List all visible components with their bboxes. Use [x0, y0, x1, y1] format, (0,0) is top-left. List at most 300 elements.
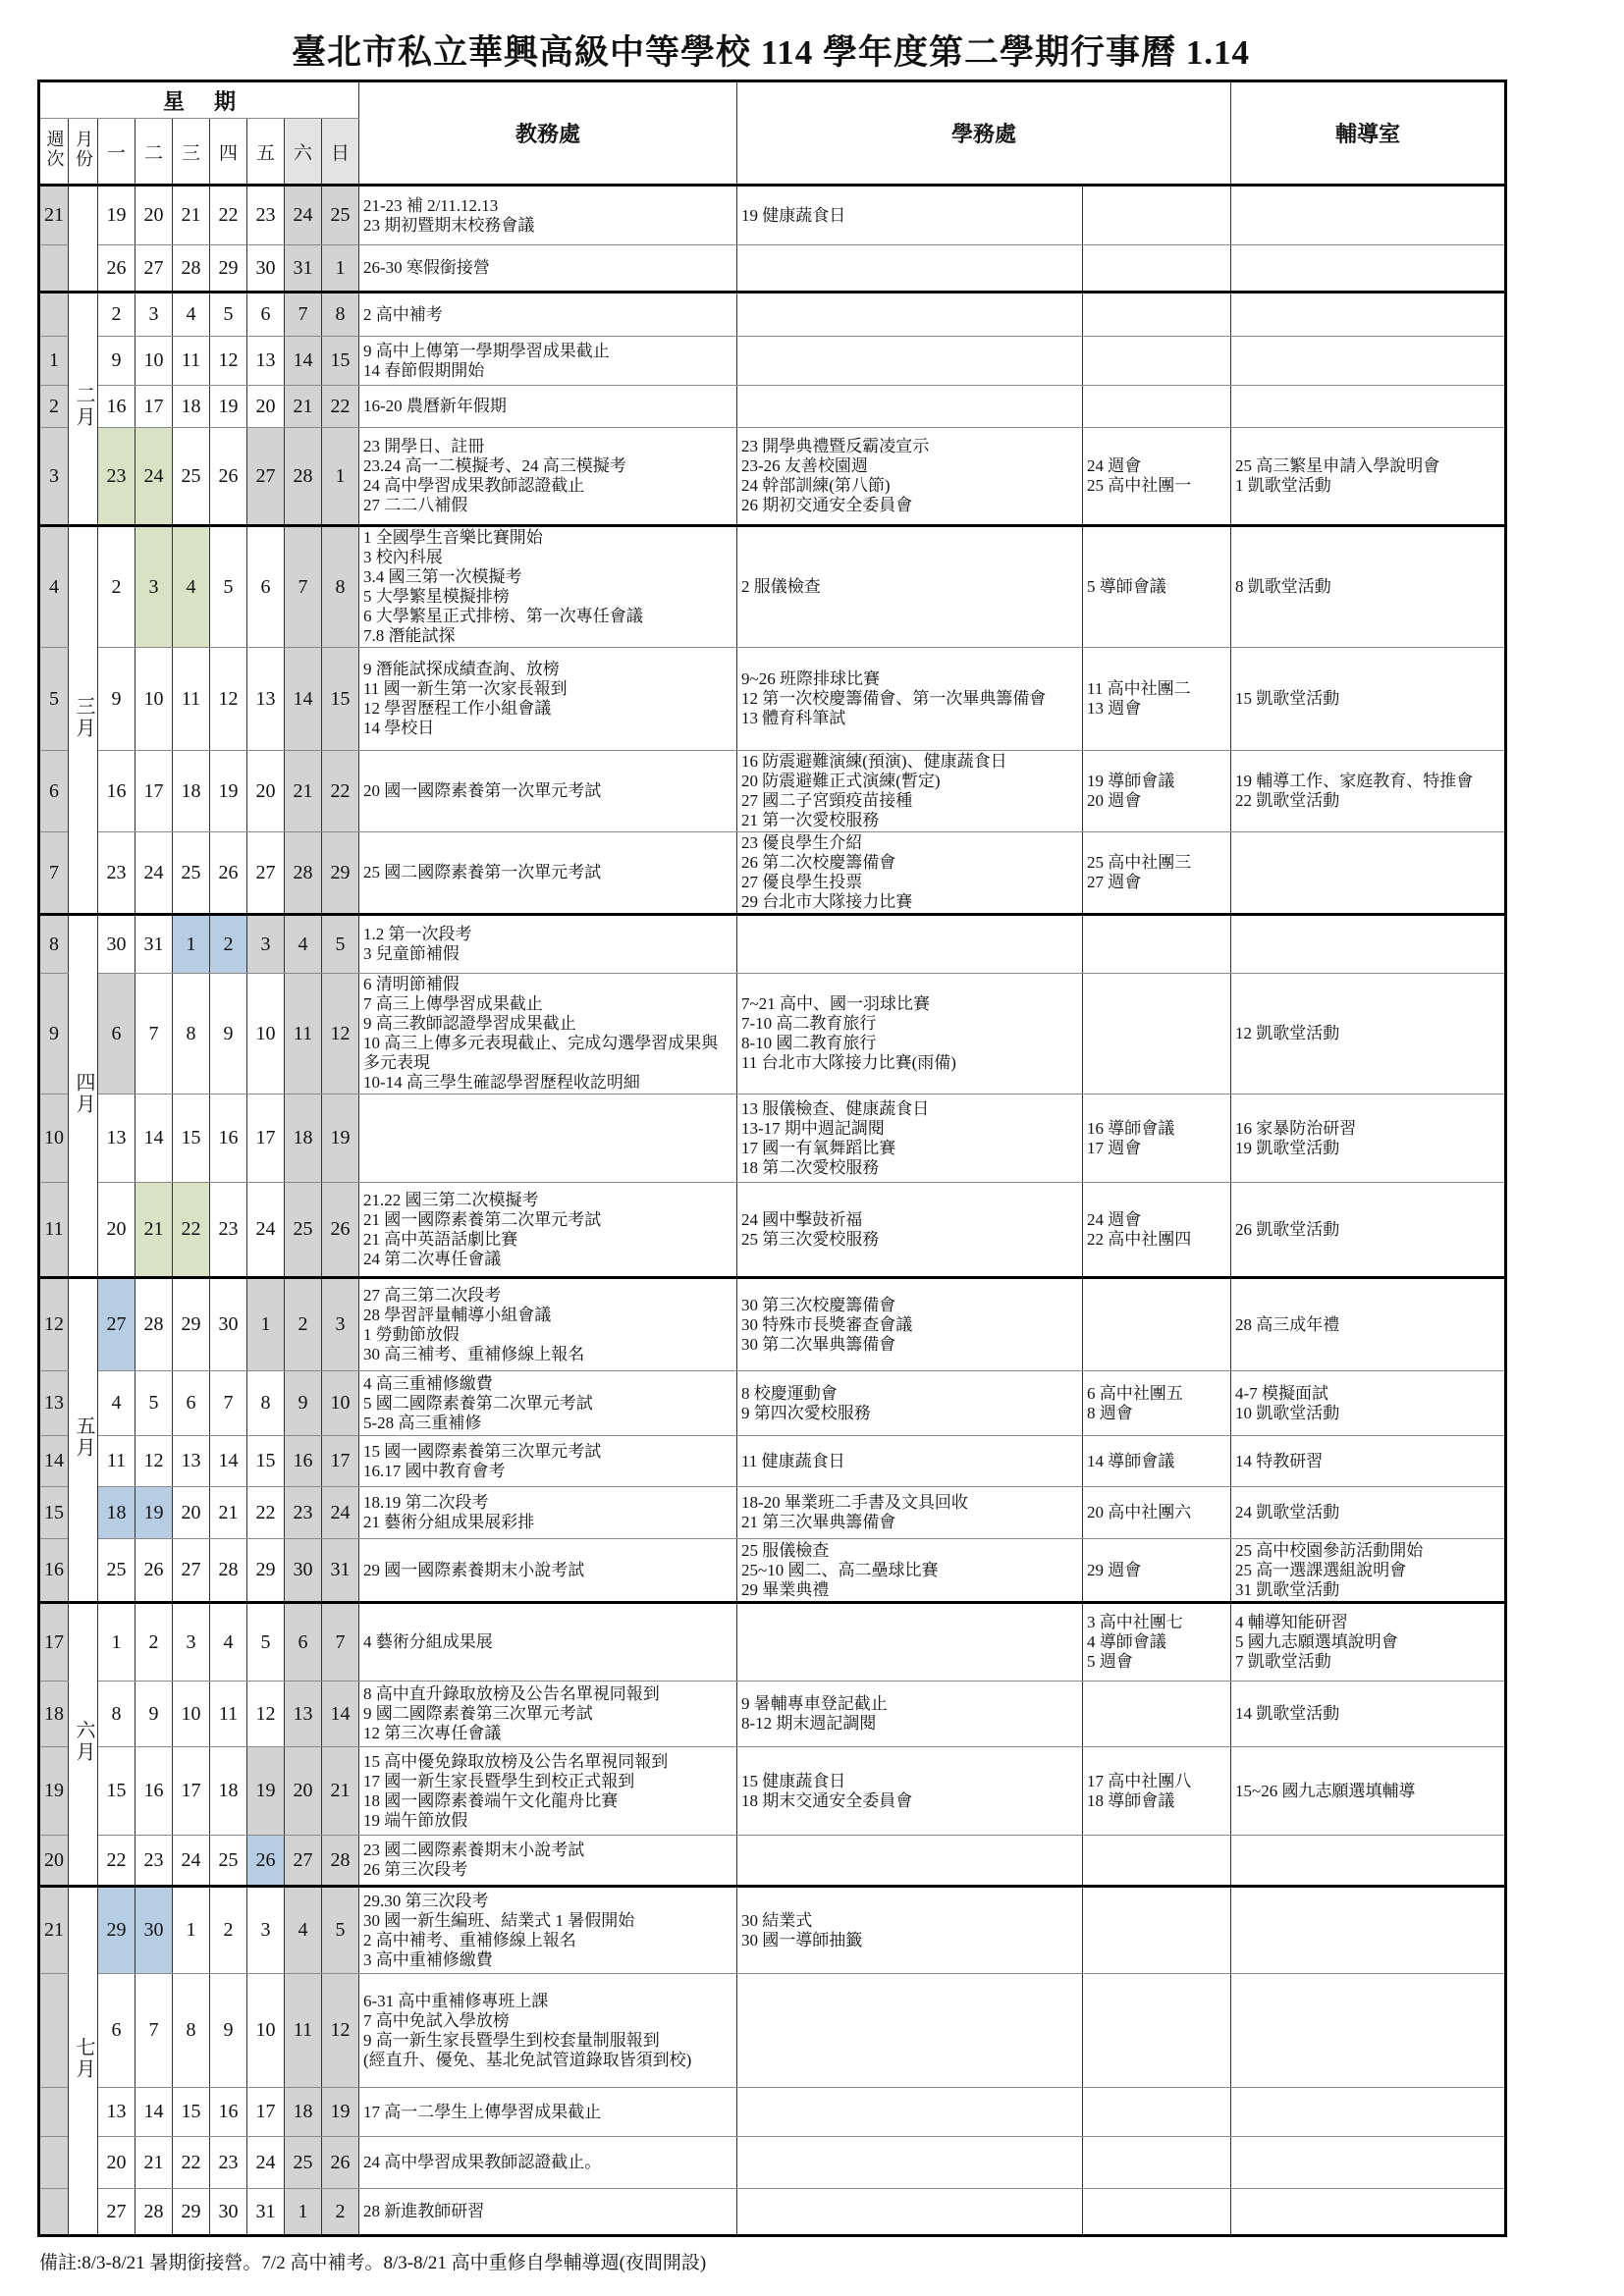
- day-cell: 22: [322, 386, 359, 428]
- calendar-week-row: [39, 1887, 1506, 1974]
- day-cell: 1: [247, 1278, 285, 1371]
- day-cell: 21: [173, 186, 210, 245]
- event-line: 11 健康蔬食日: [741, 1451, 845, 1470]
- event-line: 7 高中免試入學放榜: [363, 2010, 510, 2030]
- event-line: 15 國一國際素養第三次單元考試: [363, 1441, 602, 1461]
- day-cell: 23: [135, 1836, 173, 1887]
- day-cell: 22: [173, 1183, 210, 1278]
- day-cell: 10: [135, 337, 173, 386]
- day-cell: 15: [322, 337, 359, 386]
- event-line: 13 服儀檢查、健康蔬食日: [741, 1098, 930, 1118]
- event-line: 20 高中社團六: [1087, 1503, 1192, 1522]
- week-number-cell: 3: [39, 428, 69, 526]
- event-line: 11 高中社團二: [1087, 679, 1191, 698]
- day-cell: 11: [173, 337, 210, 386]
- counseling-office-cell: [1231, 2189, 1506, 2236]
- day-cell: 14: [135, 2088, 173, 2137]
- student-affairs-events-cell: [737, 2088, 1083, 2137]
- day-cell: 26: [322, 1183, 359, 1278]
- day-cell: 24: [173, 1836, 210, 1887]
- event-line: 5 週會: [1087, 1652, 1133, 1671]
- event-line: 26 第二次校慶籌備會: [741, 853, 896, 872]
- day-cell: 18: [173, 386, 210, 428]
- academic-office-cell: [359, 1371, 737, 1436]
- month-cell: 五月: [69, 1278, 98, 1603]
- event-line: 9 暑輔專車登記截止: [741, 1694, 888, 1713]
- day-cell: 28: [322, 1836, 359, 1887]
- weekday-sat-header: 六: [285, 119, 322, 186]
- academic-office-cell: [359, 1682, 737, 1747]
- student-affairs-events-cell: [737, 648, 1083, 751]
- day-cell: 2: [135, 1603, 173, 1682]
- event-line: 25 高中校園參訪活動開始: [1235, 1540, 1424, 1560]
- event-line: 4 輔導知能研習: [1235, 1613, 1348, 1631]
- event-line: 16 導師會議: [1087, 1118, 1175, 1138]
- week-number-cell: 6: [39, 751, 69, 832]
- counseling-office-cell: [1231, 751, 1506, 832]
- event-line: 30 特殊市長獎審查會議: [741, 1314, 913, 1334]
- day-cell: 30: [210, 1278, 247, 1371]
- student-affairs-events-cell: [737, 751, 1083, 832]
- day-cell: 14: [322, 1682, 359, 1747]
- day-cell: 27: [247, 428, 285, 526]
- week-number-cell: 4: [39, 526, 69, 648]
- event-line: 17 高中社團八: [1087, 1771, 1192, 1790]
- calendar-week-row: [39, 1278, 1506, 1371]
- day-cell: 4: [285, 915, 322, 974]
- event-line: 18 導師會議: [1087, 1790, 1175, 1810]
- event-line: 21 藝術分組成果展彩排: [363, 1513, 535, 1531]
- student-affairs-meetings-cell: [1083, 1836, 1231, 1887]
- student-affairs-meetings-cell: [1083, 337, 1231, 386]
- day-cell: 19: [210, 386, 247, 428]
- day-cell: 29: [98, 1887, 135, 1974]
- student-affairs-events-cell: [737, 1278, 1083, 1371]
- day-cell: 29: [173, 2189, 210, 2236]
- day-cell: 24: [247, 1183, 285, 1278]
- student-affairs-events-cell: [737, 1436, 1083, 1487]
- student-affairs-events-cell: [737, 1836, 1083, 1887]
- day-cell: 10: [247, 1974, 285, 2088]
- day-cell: 23: [285, 1487, 322, 1539]
- counseling-office-cell: [1231, 1436, 1506, 1487]
- student-affairs-meetings-cell: [1083, 751, 1231, 832]
- event-line: 27 優良學生投票: [741, 873, 863, 891]
- academic-office-cell: [359, 1887, 737, 1974]
- day-cell: 10: [173, 1682, 210, 1747]
- day-cell: 6: [247, 293, 285, 337]
- day-cell: 18: [210, 1747, 247, 1836]
- student-affairs-events-cell: [737, 428, 1083, 526]
- week-number-cell: 11: [39, 1183, 69, 1278]
- event-line: 6-31 高中重補修專班上課: [363, 1991, 549, 2010]
- event-line: 1 勞動節放假: [363, 1324, 460, 1344]
- day-cell: 22: [322, 751, 359, 832]
- student-affairs-meetings-cell: [1083, 1183, 1231, 1278]
- month-cell: 六月: [69, 1603, 98, 1887]
- calendar-week-row: [39, 1487, 1506, 1539]
- student-affairs-meetings-cell: [1083, 186, 1231, 245]
- day-cell: 16: [98, 386, 135, 428]
- event-line: 11 台北市大隊接力比賽(雨備): [741, 1053, 956, 1072]
- event-line: 18 國一國際素養端午文化龍舟比賽: [363, 1790, 619, 1810]
- event-line: 6 高中社團五: [1087, 1383, 1183, 1403]
- day-cell: 17: [322, 1436, 359, 1487]
- event-line: 18 第二次愛校服務: [741, 1157, 880, 1177]
- academic-office-cell: [359, 186, 737, 245]
- student-affairs-meetings-cell: [1083, 832, 1231, 915]
- academic-office-cell: [359, 974, 737, 1095]
- event-line: 13 體育科筆試: [741, 709, 846, 727]
- day-cell: 22: [173, 2137, 210, 2189]
- counseling-office-cell: [1231, 428, 1506, 526]
- calendar-week-row: [39, 1095, 1506, 1183]
- day-cell: 30: [285, 1539, 322, 1603]
- event-line: 23 開學典禮暨反霸凌宣示: [741, 437, 930, 455]
- event-line: 27 二二八補假: [363, 496, 468, 514]
- counseling-office-cell: [1231, 1278, 1506, 1371]
- day-cell: 5: [210, 526, 247, 648]
- weekday-fri-header: 五: [247, 119, 285, 186]
- day-cell: 15: [322, 648, 359, 751]
- week-number-cell: 17: [39, 1603, 69, 1682]
- event-line: 9 潛能試探成績查詢、放榜: [363, 660, 560, 678]
- event-line: 5 大學繁星模擬排榜: [363, 587, 510, 606]
- academic-office-cell: [359, 648, 737, 751]
- event-line: 2 服儀檢查: [741, 577, 821, 596]
- day-cell: 7: [135, 974, 173, 1095]
- event-line: 7 高三上傳學習成果截止: [363, 994, 543, 1013]
- event-line: 17 高一二學生上傳學習成果截止: [363, 2102, 602, 2121]
- day-cell: 21: [285, 386, 322, 428]
- day-cell: 16: [210, 2088, 247, 2137]
- event-line: 9 國二國際素養第三次單元考試: [363, 1704, 593, 1723]
- day-cell: 30: [98, 915, 135, 974]
- event-line: 8 高中直升錄取放榜及公告名單視同報到: [363, 1684, 660, 1703]
- event-line: 25 第三次愛校服務: [741, 1229, 880, 1249]
- day-cell: 4: [285, 1887, 322, 1974]
- event-line: 21.22 國三第二次模擬考: [363, 1190, 539, 1209]
- day-cell: 22: [98, 1836, 135, 1887]
- student-affairs-meetings-cell: [1083, 2088, 1231, 2137]
- day-cell: 18: [285, 2088, 322, 2137]
- student-affairs-meetings-cell: [1083, 974, 1231, 1095]
- counseling-office-cell: [1231, 526, 1506, 648]
- event-line: 4 導師會議: [1087, 1632, 1166, 1651]
- student-affairs-meetings-cell: [1083, 1682, 1231, 1747]
- day-cell: 20: [98, 1183, 135, 1278]
- counseling-office-cell: [1231, 2137, 1506, 2189]
- calendar-header: [39, 81, 1506, 186]
- day-cell: 11: [210, 1682, 247, 1747]
- student-affairs-events-cell: [737, 1095, 1083, 1183]
- calendar-week-row: [39, 751, 1506, 832]
- event-line: 29 台北市大隊接力比賽: [741, 892, 913, 911]
- event-line: 29 畢業典禮: [741, 1579, 830, 1599]
- student-affairs-events-cell: [737, 1747, 1083, 1836]
- academic-office-cell: [359, 1095, 737, 1183]
- week-number-cell: 16: [39, 1539, 69, 1603]
- day-cell: 27: [98, 1278, 135, 1371]
- counseling-office-header: 輔導室: [1231, 81, 1506, 186]
- student-affairs-events-cell: [737, 337, 1083, 386]
- day-cell: 14: [285, 337, 322, 386]
- event-line: 21-23 補 2/11.12.13: [363, 195, 499, 215]
- counseling-office-cell: [1231, 1603, 1506, 1682]
- event-line: 20 防震避難正式演練(暫定): [741, 772, 941, 790]
- day-cell: 11: [173, 648, 210, 751]
- day-cell: 21: [135, 2137, 173, 2189]
- event-line: 25 服儀檢查: [741, 1540, 830, 1560]
- event-line: 3 兒童節補假: [363, 944, 460, 963]
- event-line: 30 國一新生編班、結業式 1 暑假開始: [363, 1910, 635, 1930]
- academic-office-cell: [359, 2137, 737, 2189]
- event-line: 15 高中優免錄取放榜及公告名單視同報到: [363, 1751, 669, 1771]
- event-line: 25 國二國際素養第一次單元考試: [363, 863, 602, 881]
- student-affairs-events-cell: [737, 293, 1083, 337]
- day-cell: 27: [173, 1539, 210, 1603]
- counseling-office-cell: [1231, 1887, 1506, 1974]
- day-cell: 3: [135, 526, 173, 648]
- day-cell: 2: [322, 2189, 359, 2236]
- day-cell: 24: [135, 832, 173, 915]
- event-line: 2 高中補考、重補修線上報名: [363, 1930, 576, 1949]
- day-cell: 9: [98, 337, 135, 386]
- event-line: 5 國九志願選填說明會: [1235, 1632, 1398, 1651]
- calendar-week-row: [39, 1747, 1506, 1836]
- academic-office-cell: [359, 337, 737, 386]
- event-line: 30 高三補考、重補修線上報名: [363, 1344, 585, 1363]
- day-cell: 23: [247, 186, 285, 245]
- day-cell: 13: [247, 337, 285, 386]
- day-cell: 28: [285, 832, 322, 915]
- event-line: 16 家暴防治研習: [1235, 1118, 1357, 1138]
- day-cell: 24: [322, 1487, 359, 1539]
- day-cell: 20: [98, 2137, 135, 2189]
- calendar-week-row: [39, 526, 1506, 648]
- day-cell: 12: [210, 648, 247, 751]
- week-number-cell: [39, 2088, 69, 2137]
- weekday-wed-header: 三: [173, 119, 210, 186]
- event-line: 19 端午節放假: [363, 1810, 468, 1830]
- calendar-week-row: [39, 1603, 1506, 1682]
- month-column-header: 月份: [69, 119, 98, 186]
- day-cell: 6: [173, 1371, 210, 1436]
- event-line: 10 凱歌堂活動: [1235, 1403, 1340, 1422]
- counseling-office-cell: [1231, 915, 1506, 974]
- calendar-week-row: [39, 2137, 1506, 2189]
- week-number-cell: 13: [39, 1371, 69, 1436]
- day-cell: 15: [173, 2088, 210, 2137]
- day-cell: 2: [285, 1278, 322, 1371]
- event-line: 12 第三次專任會議: [363, 1724, 502, 1742]
- month-cell: [69, 186, 98, 293]
- event-line: 29.30 第三次段考: [363, 1891, 489, 1910]
- day-cell: 4: [173, 293, 210, 337]
- day-cell: 12: [210, 337, 247, 386]
- event-line: 20 國一國際素養第一次單元考試: [363, 781, 602, 800]
- day-cell: 31: [322, 1539, 359, 1603]
- day-cell: 1: [173, 915, 210, 974]
- day-cell: 1: [98, 1603, 135, 1682]
- event-line: 25 高中社團三: [1087, 853, 1192, 872]
- event-line: 29 國一國際素養期末小說考試: [363, 1560, 585, 1579]
- event-line: 1 全國學生音樂比賽開始: [363, 528, 543, 547]
- day-cell: 20: [247, 751, 285, 832]
- event-line: 23 國二國際素養期末小說考試: [363, 1841, 585, 1859]
- day-cell: 29: [210, 245, 247, 293]
- event-line: 3 高中重補修繳費: [363, 1949, 493, 1969]
- month-cell: 二月: [69, 293, 98, 526]
- week-number-cell: [39, 2189, 69, 2236]
- calendar-week-row: [39, 186, 1506, 245]
- day-cell: 5: [322, 915, 359, 974]
- event-line: 17 國一有氧舞蹈比賽: [741, 1138, 896, 1157]
- day-cell: 2: [210, 1887, 247, 1974]
- day-cell: 7: [285, 526, 322, 648]
- day-cell: 16: [285, 1436, 322, 1487]
- event-line: 28 高三成年禮: [1235, 1314, 1340, 1334]
- day-cell: 21: [210, 1487, 247, 1539]
- day-cell: 28: [173, 245, 210, 293]
- event-line: 9 高中上傳第一學期學習成果截止: [363, 341, 610, 360]
- day-cell: 7: [135, 1974, 173, 2088]
- week-number-cell: 19: [39, 1747, 69, 1836]
- calendar-week-row: [39, 337, 1506, 386]
- student-affairs-meetings-cell: [1083, 1371, 1231, 1436]
- student-affairs-meetings-cell: [1083, 526, 1231, 648]
- day-cell: 6: [247, 526, 285, 648]
- student-affairs-meetings-cell: [1083, 1278, 1231, 1371]
- day-cell: 17: [135, 751, 173, 832]
- day-cell: 23: [98, 428, 135, 526]
- day-cell: 10: [135, 648, 173, 751]
- day-cell: 2: [98, 526, 135, 648]
- event-line: 21 第三次畢典籌備會: [741, 1513, 896, 1531]
- day-cell: 7: [210, 1371, 247, 1436]
- calendar-week-row: [39, 832, 1506, 915]
- day-cell: 31: [135, 915, 173, 974]
- day-cell: 30: [135, 1887, 173, 1974]
- academic-office-cell: [359, 2189, 737, 2236]
- event-line: 23 開學日、註冊: [363, 437, 485, 455]
- day-cell: 8: [173, 974, 210, 1095]
- weekday-group-header: 星期: [39, 81, 359, 119]
- day-cell: 25: [285, 2137, 322, 2189]
- event-line: 19 健康蔬食日: [741, 205, 846, 225]
- event-line: 30 第三次校慶籌備會: [741, 1295, 896, 1314]
- calendar-week-row: [39, 1183, 1506, 1278]
- day-cell: 26: [247, 1836, 285, 1887]
- event-line: 23-26 友善校園週: [741, 456, 868, 475]
- counseling-office-cell: [1231, 186, 1506, 245]
- event-line: 12 學習歷程工作小組會議: [363, 699, 552, 718]
- event-line: 27 高三第二次段考: [363, 1285, 502, 1305]
- event-line: 23.24 高一二模擬考、24 高三模擬考: [363, 456, 626, 475]
- event-line: 12 第一次校慶籌備會、第一次畢典籌備會: [741, 689, 1047, 708]
- day-cell: 13: [247, 648, 285, 751]
- event-line: 26 第三次段考: [363, 1860, 468, 1879]
- day-cell: 26: [210, 428, 247, 526]
- academic-office-cell: [359, 1747, 737, 1836]
- day-cell: 8: [322, 526, 359, 648]
- day-cell: 16: [98, 751, 135, 832]
- week-number-cell: 9: [39, 974, 69, 1095]
- day-cell: 28: [285, 428, 322, 526]
- event-line: 23 優良學生介紹: [741, 833, 863, 852]
- day-cell: 9: [210, 974, 247, 1095]
- footer-note: 備註:8/3-8/21 暑期銜接營。7/2 高中補考。8/3-8/21 高中重修自學輔導週(夜間開設): [39, 2253, 707, 2273]
- academic-office-cell: [359, 1603, 737, 1682]
- day-cell: 10: [247, 974, 285, 1095]
- day-cell: 21: [322, 1747, 359, 1836]
- calendar-week-row: [39, 245, 1506, 293]
- day-cell: 30: [247, 245, 285, 293]
- academic-office-cell: [359, 751, 737, 832]
- counseling-office-cell: [1231, 648, 1506, 751]
- event-line: 14 特教研習: [1235, 1451, 1324, 1470]
- day-cell: 17: [135, 386, 173, 428]
- calendar-week-row: [39, 428, 1506, 526]
- counseling-office-cell: [1231, 1682, 1506, 1747]
- event-line: 28 新進教師研習: [363, 2202, 485, 2220]
- event-line: 31 凱歌堂活動: [1235, 1579, 1340, 1599]
- counseling-office-cell: [1231, 337, 1506, 386]
- day-cell: 26: [98, 245, 135, 293]
- day-cell: 15: [173, 1095, 210, 1183]
- academic-office-cell: [359, 1436, 737, 1487]
- student-affairs-events-cell: [737, 1487, 1083, 1539]
- day-cell: 3: [247, 1887, 285, 1974]
- event-line: 1 凱歌堂活動: [1235, 476, 1331, 495]
- event-line: 7.8 潛能試探: [363, 626, 456, 645]
- counseling-office-cell: [1231, 1747, 1506, 1836]
- day-cell: 1: [285, 2189, 322, 2236]
- event-line: 16 防震避難演練(預演)、健康蔬食日: [741, 752, 1007, 771]
- event-line: 9 高一新生家長暨學生到校套量制服報到: [363, 2030, 660, 2050]
- day-cell: 11: [285, 974, 322, 1095]
- month-cell: 四月: [69, 915, 98, 1278]
- event-line: 3.4 國三第一次模擬考: [363, 567, 522, 586]
- event-line: 8 校慶運動會: [741, 1383, 838, 1403]
- week-number-cell: 5: [39, 648, 69, 751]
- week-number-cell: 10: [39, 1095, 69, 1183]
- day-cell: 24: [247, 2137, 285, 2189]
- day-cell: 22: [210, 186, 247, 245]
- day-cell: 13: [285, 1682, 322, 1747]
- event-line: 24 週會: [1087, 456, 1142, 475]
- calendar-week-row: [39, 1974, 1506, 2088]
- event-line: 27 國二子宮頸疫苗接種: [741, 791, 913, 810]
- event-line: 18 期末交通安全委員會: [741, 1790, 913, 1810]
- week-number-cell: 1: [39, 337, 69, 386]
- day-cell: 25: [173, 428, 210, 526]
- day-cell: 9: [285, 1371, 322, 1436]
- student-affairs-meetings-cell: [1083, 915, 1231, 974]
- student-affairs-events-cell: [737, 1974, 1083, 2088]
- day-cell: 3: [247, 915, 285, 974]
- event-line: 24 國中擊鼓祈福: [741, 1209, 863, 1229]
- week-number-cell: 8: [39, 915, 69, 974]
- day-cell: 20: [247, 386, 285, 428]
- calendar-week-row: [39, 2088, 1506, 2137]
- month-cell: 三月: [69, 526, 98, 915]
- calendar-week-row: [39, 2189, 1506, 2236]
- weekday-tue-header: 二: [135, 119, 173, 186]
- day-cell: 17: [247, 2088, 285, 2137]
- student-affairs-meetings-cell: [1083, 245, 1231, 293]
- day-cell: 18: [98, 1487, 135, 1539]
